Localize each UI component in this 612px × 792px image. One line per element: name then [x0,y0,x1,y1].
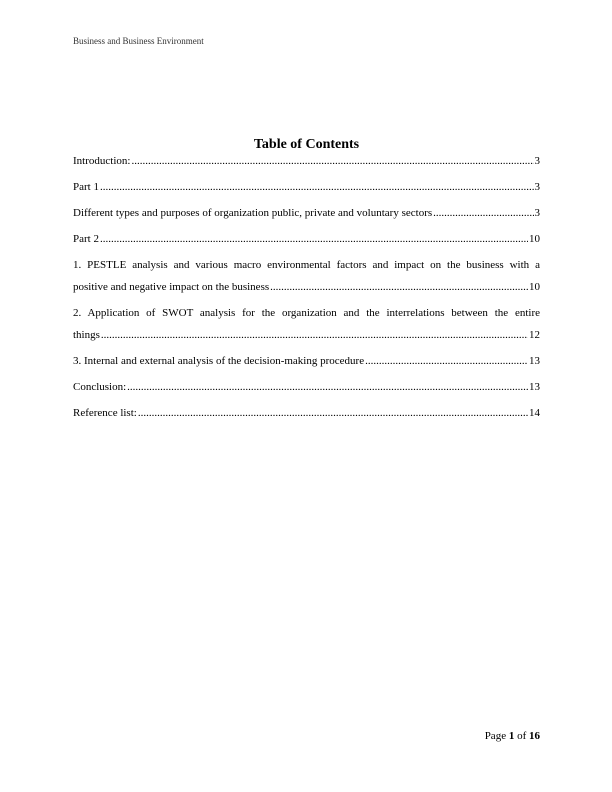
page-label: Page [484,730,507,742]
toc-entry-part-2[interactable] [73,228,540,250]
toc-leader-dots [433,202,533,224]
toc-entry-page: 3 [534,207,540,219]
toc-entry-conclusion[interactable] [73,376,540,398]
toc-entry-reference-list[interactable] [73,402,540,424]
toc-leader-dots [101,324,528,346]
toc-entry-page: 10 [529,281,540,293]
toc-entry-page: 3 [534,181,540,193]
toc-leader-dots [270,276,528,298]
toc-entry-page: 3 [534,155,540,167]
toc-entry-text-line2: things [73,329,100,341]
toc-entry-text: Different types and purposes of organization public, private and voluntary sectors [73,207,433,219]
of-label: of [517,730,527,742]
toc-entry-introduction[interactable] [73,150,540,172]
toc-entry-page: 14 [529,407,540,419]
toc-entry-text: 3. Internal and external analysis of the decision-making procedure [73,355,365,367]
toc-entry-page: 13 [529,355,540,367]
toc-entry-text: Part 2 [73,233,99,245]
toc-leader-dots [100,176,534,198]
toc-leader-dots [127,376,528,398]
toc-entry-page: 12 [529,329,540,341]
toc-entry-swot[interactable] [73,302,540,346]
toc-entry-page: 13 [529,381,540,393]
toc-entry-text: Reference list: [73,407,137,419]
toc-leader-dots [138,402,528,424]
toc-leader-dots [100,228,528,250]
toc-title: Table of Contents [253,137,360,152]
running-header: Business and Business Environment [73,36,204,46]
page-number-footer [485,730,540,742]
toc-entry-text-line1: 2. Application of SWOT analysis for the organization and the interrelations between the entire [73,307,540,319]
toc-entry-text-line2: positive and negative impact on the business [73,281,270,293]
toc-leader-dots [365,350,528,372]
toc-entry-text: Conclusion: [73,381,127,393]
toc-entry-organization-types[interactable] [73,202,540,224]
toc-entry-text: Introduction: [73,155,131,167]
toc-entry-text: Part 1 [73,181,99,193]
toc-entry-page: 10 [529,233,540,245]
current-page-number: 1 [508,730,515,742]
toc-leader-dots [131,150,533,172]
toc-entry-decision-making[interactable] [73,350,540,372]
total-pages-number: 16 [529,730,540,742]
toc-entry-pestle[interactable] [73,254,540,298]
table-of-contents [73,136,540,424]
toc-entry-text-line1: 1. PESTLE analysis and various macro environmental factors and impact on the business with a [73,259,540,271]
toc-entry-part-1[interactable] [73,176,540,198]
